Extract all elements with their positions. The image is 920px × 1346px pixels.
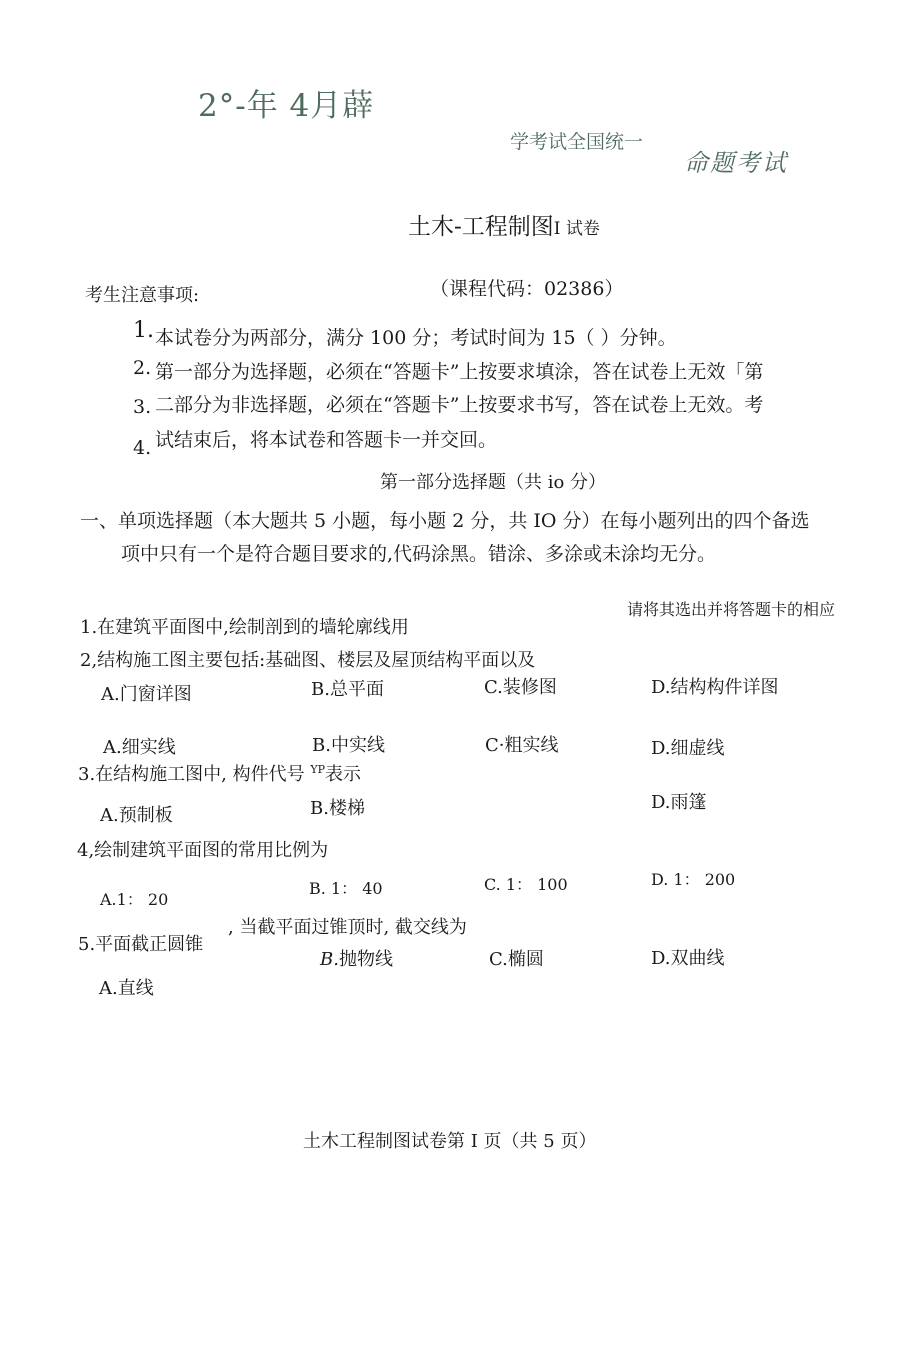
question-3 bbox=[78, 760, 361, 786]
option-row-a-c: C.装修图 bbox=[484, 677, 557, 698]
notice-line-2: 第一部分为选择题，必须在“答题卡”上按要求填涂，答在试卷上无效「第 bbox=[155, 361, 764, 383]
notice-number-1: 1. bbox=[133, 318, 154, 343]
question-4-option-d: D. 1： 200 bbox=[651, 870, 736, 889]
part1-heading: 第一部分选择题（共 io 分） bbox=[380, 472, 607, 493]
option-row-b-a: A.细实线 bbox=[103, 737, 176, 758]
section-side-note: 请将其选出并将答题卡的相应 bbox=[627, 600, 836, 619]
option-row-b-c: C·粗实线 bbox=[485, 735, 559, 756]
option-row-b-b: B.中实线 bbox=[312, 735, 385, 756]
notice-line-3: 二部分为非选择题，必须在“答题卡”上按要求书写，答在试卷上无效。考 bbox=[155, 394, 764, 416]
option-row-a-b: B.总平面 bbox=[311, 679, 384, 700]
question-2: 2,结构施工图主要包括:基础图、楼层及屋顶结构平面以及 bbox=[80, 650, 536, 671]
notice-number-2: 2. bbox=[133, 357, 152, 379]
question-3-option-b: B.楼梯 bbox=[310, 798, 365, 819]
option-row-a-d: D.结构构件详图 bbox=[651, 677, 779, 698]
question-3-text: 3.在结构施工图中, 构件代号 bbox=[78, 764, 311, 785]
question-5-option-b bbox=[320, 945, 393, 971]
question-4-option-c: C. 1： 100 bbox=[484, 875, 568, 894]
question-5-option-d: D.双曲线 bbox=[651, 948, 725, 969]
exam-header-line-b: 命题考试 bbox=[684, 149, 788, 177]
option-row-b-d: D.细虚线 bbox=[651, 738, 725, 759]
exam-header-line-a: 学考试全国统一 bbox=[510, 131, 644, 153]
question-4-option-a: A.1： 20 bbox=[100, 890, 169, 909]
question-5-option-b-letter: B. bbox=[320, 949, 339, 970]
notice-line-1: 本试卷分为两部分，满分 100 分；考试时间为 15（ ）分钟。 bbox=[155, 327, 677, 349]
notice-number-3: 3. bbox=[133, 396, 152, 418]
question-3-text-end: 表示 bbox=[325, 764, 362, 785]
notice-line-4: 试结束后，将本试卷和答题卡一并交回。 bbox=[155, 429, 498, 451]
course-code: （课程代码：02386） bbox=[430, 278, 624, 300]
question-4: 4,绘制建筑平面图的常用比例为 bbox=[77, 840, 329, 861]
question-1: 1.在建筑平面图中,绘制剖到的墙轮廓线用 bbox=[80, 617, 409, 638]
option-row-a-a: A.门窗详图 bbox=[101, 684, 192, 705]
paper-title-main: 土木-工程制图 bbox=[408, 214, 554, 240]
question-5-option-c: C.椭圆 bbox=[489, 949, 544, 970]
question-3-option-a: A.预制板 bbox=[100, 805, 173, 826]
paper-title bbox=[408, 208, 600, 241]
question-5-part-b: , 当截平面过锥顶时, 截交线为 bbox=[228, 917, 467, 938]
section-instructions-line-1: 一、单项选择题（本大题共 5 小题，每小题 2 分，共 IO 分）在每小题列出的四个备选 bbox=[80, 510, 810, 532]
question-4-option-b: B. 1： 40 bbox=[309, 879, 383, 898]
question-3-code: YP bbox=[310, 763, 326, 776]
notice-number-4: 4. bbox=[133, 437, 152, 459]
question-3-option-d: D.雨篷 bbox=[651, 792, 707, 813]
notice-label: 考生注意事项: bbox=[85, 285, 200, 306]
question-5-option-a: A.直线 bbox=[99, 978, 154, 999]
section-instructions-line-2: 项中只有一个是符合题目要求的,代码涂黑。错涂、多涂或未涂均无分。 bbox=[121, 543, 717, 565]
question-5-option-b-text: 抛物线 bbox=[338, 949, 393, 970]
paper-title-suffix: I 试卷 bbox=[553, 219, 600, 239]
page-footer: 土木工程制图试卷第 I 页（共 5 页） bbox=[303, 1131, 597, 1152]
question-5-part-a: 5.平面截正圆锥 bbox=[78, 934, 204, 955]
exam-date-line: 2°-年 4月薜 bbox=[198, 88, 375, 124]
